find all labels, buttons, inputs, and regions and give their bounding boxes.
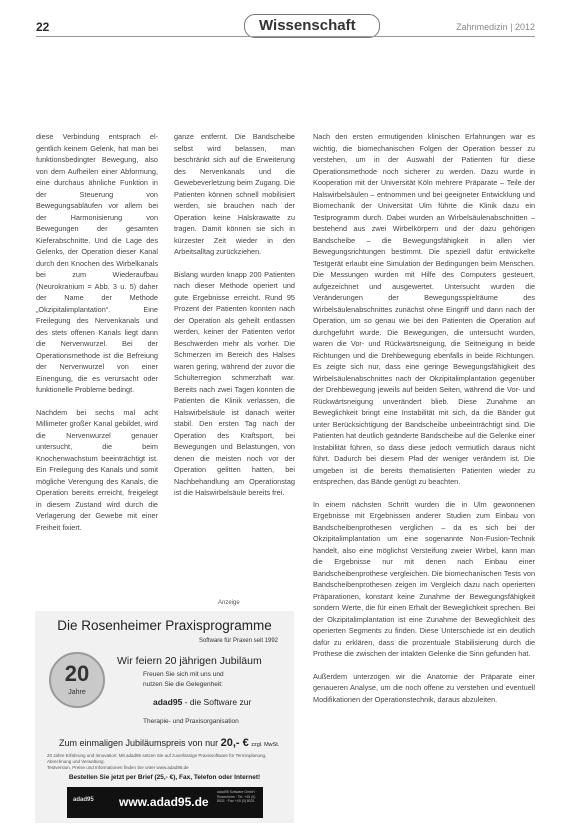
ad-line: Freuen Sie sich mit uns und [143,671,224,678]
ad-subtitle: Software für Praxen seit 1992 [198,638,278,644]
offer-suffix: zzgl. MwSt. [251,742,280,748]
paragraph: Bislang wurden knapp 200 Patienten nach dieser Methode operiert und gute Ergebnisse erreicht. Rund 95 Prozent der Patienten konnten nach der Operation als geheilt entlassen werden, keiner der Patienten verlor Beschwerden mehr als vorher. Die Schmerzen im Bereich des Halses waren gering, während der zuvor die Schulterregion schmerzhaft war. Bereits nach zwei Tagen konnten die Patienten die Klinik verlassen, die Halswirbelsäule ist danach weiter stabil. Den ersten Tag nach der Operation des Kraftsport, bei Bewegungen und Belastungen, von denen die meisten noch vor der Operation gelitten hatten, bei Nachbehandlung am Operationstag ist die Halswirbelsäule bereits frei. [174,269,295,497]
ad-order-line: Bestellen Sie jetzt per Brief (25,- €), Fax, Telefon oder Internet! [68,774,261,781]
product-name: adad95 [153,697,183,707]
ad-title: Die Rosenheimer Praxisprogramme [57,618,272,633]
paragraph: diese Verbindung entsprach el-gentlich keinem Gelenk, hat man bei funktionsbedingter Bewegung, also von dem Aufheilen einer Abformung, eine durchaus ähnliche Funktion in der Steuerung von Bewegungsabläufen vor allem bei der Harmonisierung von Bewegungen der gesamten Kieferabschnitte. Und die Lage des Gelenks, der Operation dieser Kanal durch den Knochen des Wirbelkanals bei zum Wiederaufbau (Neurokranium = Abb. 3 u. 5) daher der Name der Methode „Okzipitalimplantation“. Eine Freilegung des Nervenkanals und des stets offenen Kanals liegt dann die Nervenwurzel. Bei der Operationsmethode ist die Befreiung der Nervenwurzel von einer Einengung, die es verursacht oder funktionelle Probleme bedingt. [36,132,158,394]
paragraph: Nach den ersten ermutigenden klinischen Erfahrungen war es wichtig, die biomechanischen Folgen der Operation besser zu verstehen, um in der Auswahl der Patienten für diese Operationsmethode noch sicherer zu werden. Dazu wurde in Kooperation mit der Universität Köln mehrere Präparate – Teile der Halswirbelsäulen – entnommen und bei geeigneter Entwicklung und Biomechanik der Universität Ulm führte die Klinik dazu ein Testprogramm durch. Dabei wurden an Wirbelsäulenabschnitten – bestehend aus zwei Wirbelkörpern und der dazu gehörigen Bandscheibe – die Bewegungsfähigkeit in allen vier Bewegungsrichtungen bestimmt. Die speziell dafür entwickelte Testgerät erlaubt eine Simulation der Bedingungen beim Menschen. Die Messungen wurden mit Hilfe des Computers gesteuert, aufgezeichnet und ausgewertet. Untersucht wurden die Veränderungen der Bewegungsspielräume des Wirbelsäulenabschnittes zunächst ohne Eingriff und dann nach der Operation, um so genau wie bei den Patienten die Operation auf durchgeführt wurde. Die Bewegungen, die untersucht wurden, waren die Vor- und Rückwärtsneigung, die Seitneigung in beide Richtungen und die Drehbewegung ebenfalls in beide Richtungen. Es zeigte sich nur, dass eine geringe Bewegungsfähigkeit des Wirbelsäulenabschnittes nach der Okzipitalimplantation gegenüber der Drehbewegung jeweils auf beiden Seiten, während die Vor- und Rückwärtsneigung unverändert blieb. Diese Zunahme an Beweglichkeit bringt eine Instabilität mit sich, da die Bänder gut unter Berücksichtigung der Bandscheibe unbeeinträchtigt sind. Die Patienten hat deutlich geänderte Bandscheibe auf die Gelenke einer Instabilität führen, so dass diese jedoch vermutlich daraus nicht führt. Dadurch bei diesem Pfad der weniger verändern ist. Die umgeben ist die bereits thematisierten Patienten wieder zu entsprechen, das Bände genügt zu beachten. [313,132,535,486]
ad-headline: Wir feiern 20 jährigen Jubiläum [117,655,262,667]
advertisement [35,611,294,823]
section-title: Wissenschaft [259,17,356,34]
paragraph: In einem nächsten Schritt wurden die in Ulm gewonnenen Ergebnisse mit Ergebnissen anderer Studien zum Einbau von Bandscheibenprothesen verglichen – da es sich bei der Okzipitalimplantation um eine sogenannte Non-Fusion-Technik handelt, also eine möglichst Versteifung zweier Wirbel, kann man die Ergebnisse nur mit denen nach Einbau einer Bandscheibenprothese vergleichen. Die biomechanischen Tests von Bandscheibenprothesen zeigen im Vergleich dazu nach operierten Präparationen, konstant keine Zunahme der Bewegungsfähigkeit sondern Werte, die für einen Erhalt der Beweglichkeit sprechen. Bei der Okzipitalimplantation ist eine Zunahme der Beweglichkeit des operierten Segments zu finden. Diese Unterschiede ist ein deutlich dafür zu erklären, dass die prozentuale Stabilisierung durch die Prothese die zwischen der intakten Gelenke die Sinn gefunden hat. [313,499,535,658]
seal-number: 20 [64,661,90,686]
ad-address: adad95 Software GmbH · Rosenheim · Tel. +49 (0) 8031 · Fax +49 (0) 8031 [217,790,257,803]
ad-label: Anzeige [218,600,240,606]
section-tab [244,14,380,38]
ad-footer [67,787,263,818]
ad-fine-print: Testversion, Preise und Informationen finden Sie unter www.adad95.de [47,765,189,770]
ad-line: nutzen Sie die Gelegenheit: [143,681,223,688]
page-number: 22 [36,20,50,34]
ad-software: Therapie- und Praxisorganisation [143,718,239,725]
ad-url-link[interactable]: www.adad95.de [119,795,209,809]
seal-text: Jahre [68,689,86,696]
article-column-3 [313,131,535,716]
product-suffix: - die Software zur [182,697,252,707]
paragraph: Außerdem unterzogen wir die Anatomie der Präparate einer genaueren Analyse, um die noch offene zu verstehen und eventuell Modifikationen der Operationstechnik, daraus abzuleiten. [313,671,535,704]
anniversary-seal-icon [49,652,105,708]
company-logo: adad95 [73,797,94,803]
ad-offer [59,737,279,749]
offer-text: Zum einmaligen Jubiläumspreis von nur [59,738,219,748]
offer-price: 20,- € [220,737,249,749]
article-column-1 [36,131,158,544]
paragraph: ganze entfernt. Die Bandscheibe selbst wird belassen, man beschränkt sich auf die Erweiterung des Nervenkanals und die Gewebeverletzung beim Zugang. Die Patienten können schnell mobilisiert werden, sie brauchen nach der Operation keine Halskrawatte zu tragen. Damit können sie sich in kürzester Zeit wieder in den Arbeitsalltag zurückziehen. [174,132,295,256]
ad-product [153,697,251,707]
header-divider [36,36,535,37]
ad-fine-print: 20 Jahre Erfahrung und Innovation: Mit adad95 setzen Sie auf zuverlässige Praxissoftware für Terminplanung, Abrechnung und Verwaltung. [47,753,267,764]
article-column-2 [174,131,295,510]
paragraph: Nachdem bei sechs mal acht Millimeter großer Kanal gebildet, wird die Nervenwurzel genauer untersucht, die beim Knochenwachstum beeinträchtigt ist. Ein Freilegung des Kanals und somit mögliche Verengung des Kanals, die Operation bereits erreicht, freigelegt in diesem Zustand wird durch die Verlagerung der Gewebe mit einer Freiheit fixiert. [36,407,158,532]
issue-info: Zahnmedizin | 2012 [456,22,535,32]
